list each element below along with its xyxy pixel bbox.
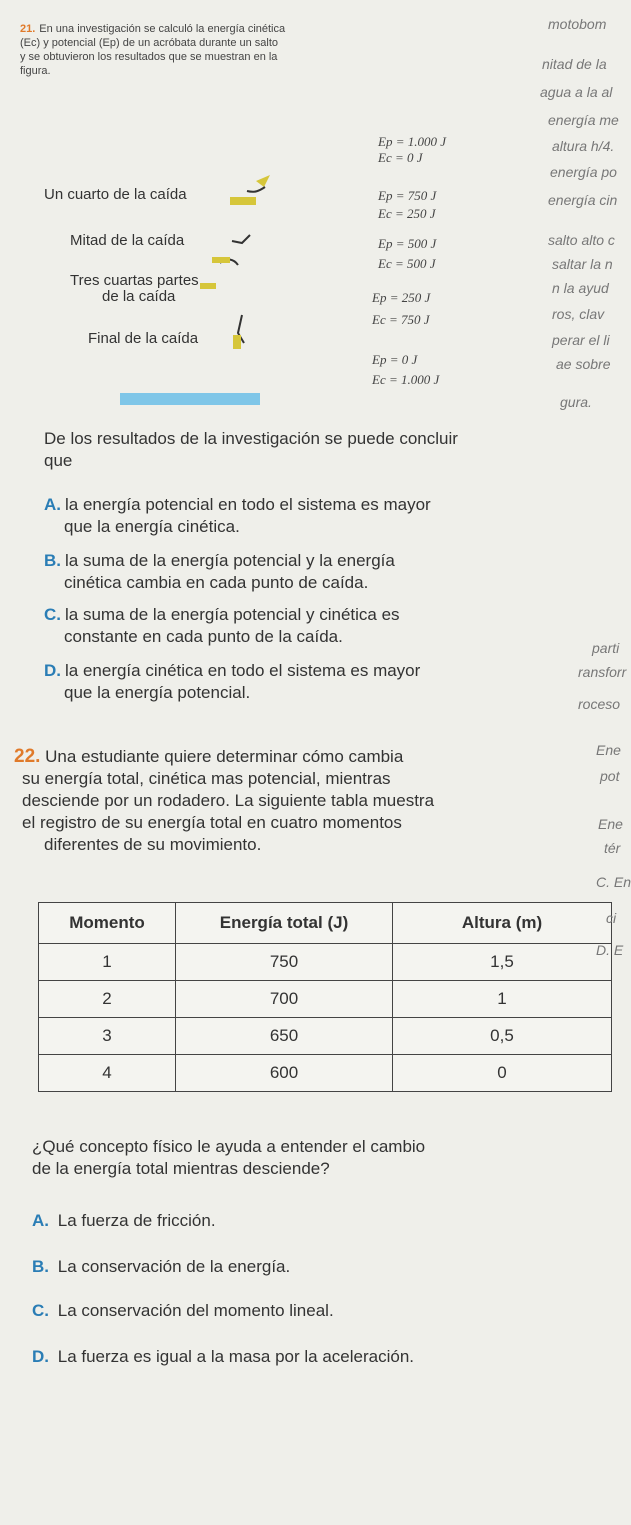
q22-option-b-letter: B. <box>32 1257 49 1276</box>
diver-legs-3 <box>200 283 216 289</box>
q22-option-c[interactable] <box>32 1300 334 1322</box>
phase-label-quarter: Un cuarto de la caída <box>44 186 187 203</box>
margin-text: altura h/4. <box>552 138 615 154</box>
q22-option-a[interactable] <box>32 1210 216 1232</box>
cell-momento: 2 <box>39 981 176 1018</box>
q22-question <box>32 1136 612 1180</box>
cell-altura: 0,5 <box>393 1018 612 1055</box>
margin-text: pot <box>600 768 620 784</box>
margin-text: agua a la al <box>540 84 613 100</box>
margin-text: gura. <box>560 394 592 410</box>
acrobat-pose-2 <box>232 235 250 243</box>
q21-intro-line3: y se obtuvieron los resultados que se muestran en la <box>20 51 278 63</box>
q21-option-d[interactable] <box>44 660 564 704</box>
table-row <box>39 981 612 1018</box>
q22-line1: Una estudiante quiere determinar cómo cambia <box>45 747 404 766</box>
margin-text: energía po <box>550 164 617 180</box>
q21-option-c-line1: la suma de la energía potencial y cinética es <box>65 605 400 624</box>
q22-line3: desciende por un rodadero. La siguiente tabla muestra <box>22 791 435 810</box>
q21-option-a-line1: la energía potencial en todo el sistema es mayor <box>65 495 431 514</box>
q22-option-c-text: La conservación del momento lineal. <box>57 1301 334 1320</box>
cell-altura: 1 <box>393 981 612 1018</box>
margin-text: energía me <box>548 112 619 128</box>
phase-label-three-quarters: Tres cuartas partes <box>70 272 199 289</box>
cell-energia: 600 <box>176 1055 393 1092</box>
q21-option-c-line2: constante en cada punto de la caída. <box>64 627 343 646</box>
q22-question-line2: de la energía total mientras desciende? <box>32 1159 330 1178</box>
q21-option-b-letter: B. <box>44 551 61 570</box>
q21-option-a[interactable] <box>44 494 564 538</box>
q21-option-b-line2: cinética cambia en cada punto de caída. <box>64 573 369 592</box>
phase1-ep: Ep = 750 J <box>378 188 437 203</box>
q22-option-b[interactable] <box>32 1256 290 1278</box>
margin-text: C. En <box>596 874 631 890</box>
margin-text: energía cin <box>548 192 618 208</box>
q21-intro <box>20 22 520 78</box>
margin-text: n la ayud <box>552 280 609 296</box>
q22-option-d-letter: D. <box>32 1347 49 1366</box>
diver-legs-1 <box>230 197 256 205</box>
table-row <box>39 1018 612 1055</box>
q22-option-d-text: La fuerza es igual a la masa por la aceleración. <box>57 1347 414 1366</box>
margin-text: motobom <box>548 16 607 32</box>
cell-altura: 0 <box>393 1055 612 1092</box>
margin-text: Ene <box>598 816 623 832</box>
margin-text: roceso <box>578 696 621 712</box>
q22-line5: diferentes de su movimiento. <box>44 835 262 854</box>
table-row <box>39 1055 612 1092</box>
q22-option-c-letter: C. <box>32 1301 49 1320</box>
phase-label-three-quarters-2: de la caída <box>102 288 176 305</box>
cell-altura: 1,5 <box>393 944 612 981</box>
phase3-ec: Ec = 750 J <box>372 312 430 327</box>
margin-text: ae sobre <box>556 356 611 372</box>
margin-text: ros, clav <box>552 306 605 322</box>
diver-legs-4 <box>233 335 241 349</box>
platform-flag <box>256 175 270 187</box>
q21-option-b-line1: la suma de la energía potencial y la energía <box>65 551 395 570</box>
phase-label-end: Final de la caída <box>88 330 199 347</box>
cell-energia: 750 <box>176 944 393 981</box>
margin-text: saltar la n <box>552 256 613 272</box>
energy-table <box>38 902 612 1092</box>
q21-option-a-line2: que la energía cinética. <box>64 517 240 536</box>
header-altura: Altura (m) <box>393 903 612 944</box>
q22-option-d[interactable] <box>32 1346 414 1368</box>
cell-energia: 700 <box>176 981 393 1018</box>
margin-text: tér <box>604 840 621 856</box>
cell-momento: 4 <box>39 1055 176 1092</box>
phase1-ec: Ec = 250 J <box>378 206 436 221</box>
q21-option-c-letter: C. <box>44 605 61 624</box>
q21-option-a-letter: A. <box>44 495 61 514</box>
margin-text: parti <box>592 640 620 656</box>
q21-question-line2: que <box>44 451 73 470</box>
q21-question-line1: De los resultados de la investigación se puede concluir <box>44 429 458 448</box>
phase4-ec: Ec = 1.000 J <box>372 372 440 387</box>
table-header-row <box>39 903 612 944</box>
q21-number: 21. <box>20 23 36 35</box>
q21-intro-line2: (Ec) y potencial (Ep) de un acróbata durante un salto <box>20 37 279 49</box>
margin-text: salto alto c <box>548 232 615 248</box>
q21-option-d-letter: D. <box>44 661 61 680</box>
margin-text: perar el li <box>552 332 610 348</box>
q21-option-d-line1: la energía cinética en todo el sistema es mayor <box>65 661 421 680</box>
acrobat-pose-1 <box>247 187 265 192</box>
q21-question <box>44 428 544 472</box>
phase-label-half: Mitad de la caída <box>70 232 185 249</box>
q22-question-line1: ¿Qué concepto físico le ayuda a entender el cambio <box>32 1137 426 1156</box>
table-row <box>39 944 612 981</box>
diver-legs-2 <box>212 257 230 263</box>
margin-text: Ene <box>596 742 621 758</box>
header-energia: Energía total (J) <box>176 903 393 944</box>
phase2-ec: Ec = 500 J <box>378 256 436 271</box>
header-momento: Momento <box>39 903 176 944</box>
margin-text: D. E <box>596 942 624 958</box>
q21-intro-line1: En una investigación se calculó la energía cinética <box>39 23 286 35</box>
margin-text: ci <box>606 910 617 926</box>
q22-line4: el registro de su energía total en cuatro momentos <box>22 813 402 832</box>
margin-text: ransforr <box>578 664 627 680</box>
water-pool <box>120 393 260 405</box>
phase4-ep: Ep = 0 J <box>372 352 418 367</box>
q22-number: 22. <box>14 746 41 767</box>
cell-energia: 650 <box>176 1018 393 1055</box>
q22-line2: su energía total, cinética mas potencial, mientras <box>22 769 391 788</box>
phase0-ec: Ec = 0 J <box>378 150 423 165</box>
q22-option-a-letter: A. <box>32 1211 49 1230</box>
q22-intro <box>14 746 574 856</box>
q22-option-b-text: La conservación de la energía. <box>57 1257 291 1276</box>
phase3-ep: Ep = 250 J <box>372 290 431 305</box>
q21-option-b[interactable] <box>44 550 564 594</box>
phase2-ep: Ep = 500 J <box>378 236 437 251</box>
q21-option-c[interactable] <box>44 604 564 648</box>
q21-option-d-line2: que la energía potencial. <box>64 683 251 702</box>
q21-intro-line4: figura. <box>20 65 51 77</box>
cell-momento: 3 <box>39 1018 176 1055</box>
margin-text: nitad de la <box>542 56 607 72</box>
q22-option-a-text: La fuerza de fricción. <box>57 1211 216 1230</box>
phase0-ep: Ep = 1.000 J <box>378 134 446 149</box>
cell-momento: 1 <box>39 944 176 981</box>
